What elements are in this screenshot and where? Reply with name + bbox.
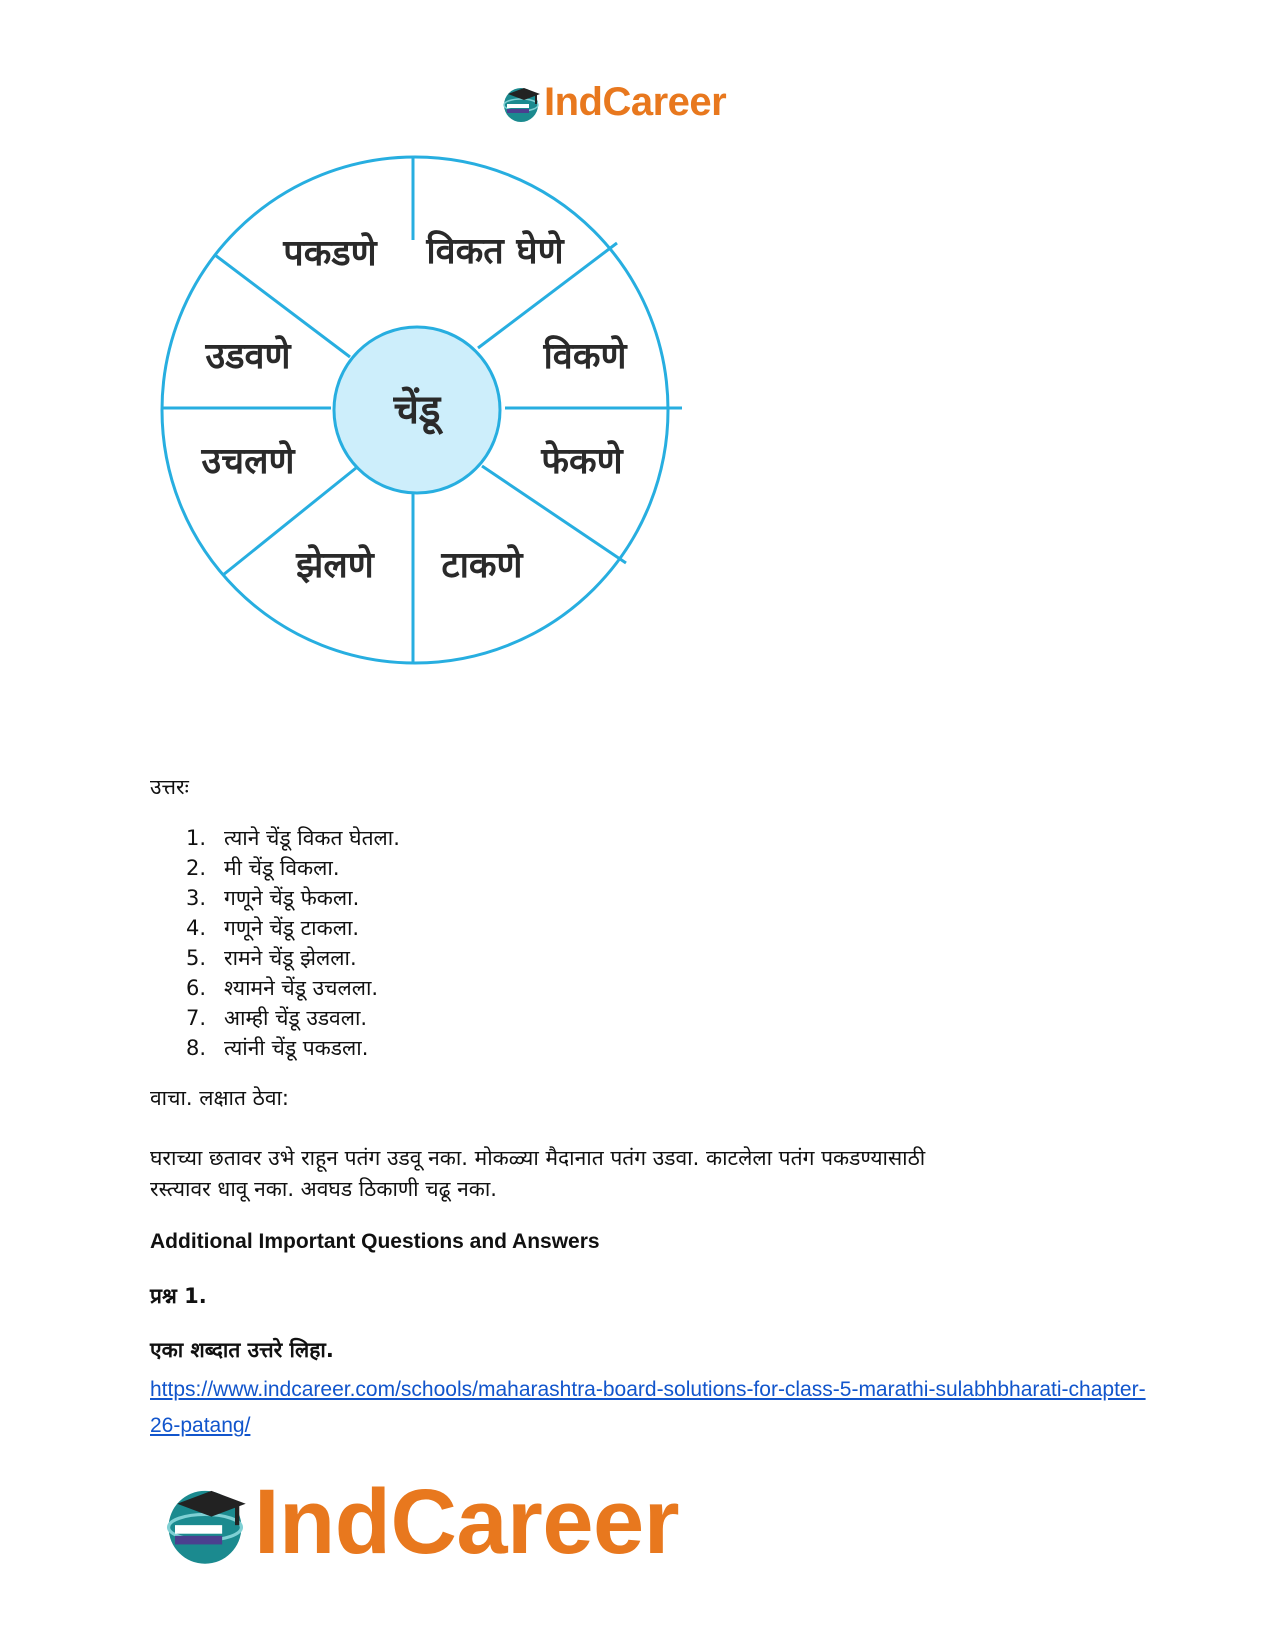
safety-paragraph	[150, 1143, 925, 1205]
paragraph-line-2: रस्त्यावर धावू नका. अवघड ठिकाणी चढू नका.	[150, 1177, 497, 1201]
answer-text: गणूने चेंडू टाकला.	[224, 916, 360, 940]
answer-heading: उत्तरः	[150, 775, 189, 799]
answer-number: 4.	[186, 916, 207, 940]
answer-number: 7.	[186, 1006, 207, 1030]
question-instruction: एका शब्दात उत्तरे लिहा.	[150, 1338, 334, 1362]
spoke-label-throw: फेकणे	[541, 441, 623, 482]
answer-number: 3.	[186, 886, 207, 910]
answer-number: 2.	[186, 856, 207, 880]
answer-text: गणूने चेंडू फेकला.	[224, 886, 360, 910]
spoke-label-field: झेलणे	[296, 545, 374, 586]
spoke-label-catch: पकडणे	[283, 233, 377, 274]
graduation-cap-globe-icon	[160, 1478, 250, 1568]
answer-item	[186, 1033, 400, 1063]
remember-heading: वाचा. लक्षात ठेवा:	[150, 1086, 290, 1110]
question-label: प्रश्न 1.	[150, 1284, 207, 1308]
answer-item	[186, 883, 400, 913]
answer-item	[186, 853, 400, 883]
answer-text: श्यामने चेंडू उचलला.	[224, 976, 379, 1000]
spoke-label-lift: उचलणे	[201, 441, 295, 482]
graduation-cap-globe-icon	[500, 82, 542, 124]
answer-item	[186, 1003, 400, 1033]
spoke-label-fly: उडवणे	[205, 336, 291, 377]
section-title: Additional Important Questions and Answers	[150, 1230, 600, 1253]
answer-text: मी चेंडू विकला.	[224, 856, 340, 880]
spoke-label-drop: टाकणे	[441, 545, 523, 586]
spoke-label-buy: विकत घेणे	[426, 231, 564, 272]
logo-wordmark: IndCareer	[544, 80, 727, 124]
hub-label: चेंडू	[393, 387, 441, 433]
source-link[interactable]: https://www.indcareer.com/schools/maharashtra-board-solutions-for-class-5-marathi-sulabhbharati-chapter-26-patang/	[150, 1378, 1146, 1437]
answer-number: 8.	[186, 1036, 207, 1060]
answer-item	[186, 973, 400, 1003]
answer-list	[186, 823, 400, 1063]
answer-number: 6.	[186, 976, 207, 1000]
answer-number: 1.	[186, 826, 207, 850]
spoke-label-sell: विकणे	[543, 336, 627, 377]
logo-wordmark: IndCareer	[254, 1471, 679, 1573]
answer-text: रामने चेंडू झेलला.	[224, 946, 357, 970]
header-logo	[500, 80, 726, 125]
answer-text: आम्ही चेंडू उडवला.	[224, 1006, 368, 1030]
answer-text: त्याने चेंडू विकत घेतला.	[224, 826, 400, 850]
ball-verbs-wheel	[160, 155, 730, 715]
footer-logo	[160, 1470, 679, 1575]
answer-number: 5.	[186, 946, 207, 970]
answer-item	[186, 823, 400, 853]
answer-item	[186, 943, 400, 973]
paragraph-line-1: घराच्या छतावर उभे राहून पतंग उडवू नका. मोकळ्या मैदानात पतंग उडवा. काटलेला पतंग पकडण्यासाठी	[150, 1146, 926, 1170]
answer-item	[186, 913, 400, 943]
answer-text: त्यांनी चेंडू पकडला.	[224, 1036, 369, 1060]
